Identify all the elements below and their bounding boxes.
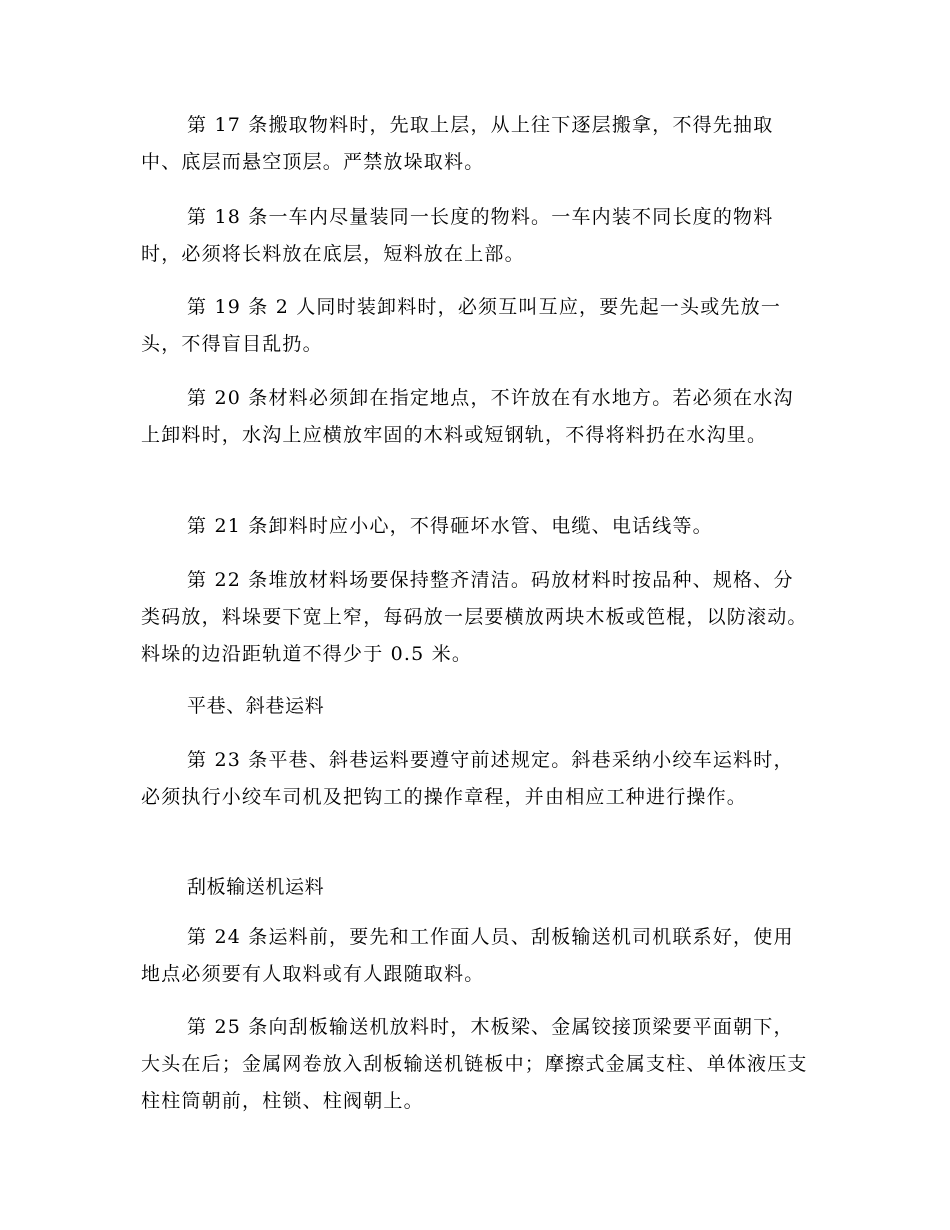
article-18: 第 18 条一车内尽量装同一长度的物料。一车内装不同长度的物料时，必须将长料放在底层，短料放在上部。: [141, 206, 774, 265]
article-23: 第 23 条平巷、斜巷运料要遵守前述规定。斜巷采纳小绞车运料时，必须执行小绞车司机及把钩工的操作章程，并由相应工种进行操作。: [141, 749, 794, 808]
article-25: 第 25 条向刮板输送机放料时，木板梁、金属铰接顶梁要平面朝下，大头在后；金属网卷放入刮板输送机链板中；摩擦式金属支柱、单体液压支柱柱筒朝前，柱锁、柱阀朝上。: [141, 1016, 808, 1112]
article-22: 第 22 条堆放材料场要保持整齐清洁。码放材料时按品种、规格、分类码放，料垛要下宽上窄，每码放一层要横放两块木板或笆棍，以防滚动。料垛的边沿距轨道不得少于 0.5 米。: [141, 569, 808, 665]
section-heading-flat-incline-transport: 平巷、斜巷运料: [187, 695, 325, 717]
section-heading-scraper-conveyor-transport: 刮板输送机运料: [187, 876, 325, 898]
article-20: 第 20 条材料必须卸在指定地点，不许放在有水地方。若必须在水沟上卸料时，水沟上应横放牢固的木料或短钢轨，不得将料扔在水沟里。: [141, 387, 794, 446]
article-24: 第 24 条运料前，要先和工作面人员、刮板输送机司机联系好，使用地点必须要有人取料或有人跟随取料。: [141, 926, 794, 985]
article-17: 第 17 条搬取物料时，先取上层，从上往下逐层搬拿，不得先抽取中、底层而悬空顶层。严禁放垛取料。: [141, 114, 774, 173]
article-21: 第 21 条卸料时应小心，不得砸坏水管、电缆、电话线等。: [187, 515, 713, 537]
article-19: 第 19 条 2 人同时装卸料时，必须互叫互应，要先起一头或先放一头，不得盲目乱扔。: [141, 296, 782, 355]
